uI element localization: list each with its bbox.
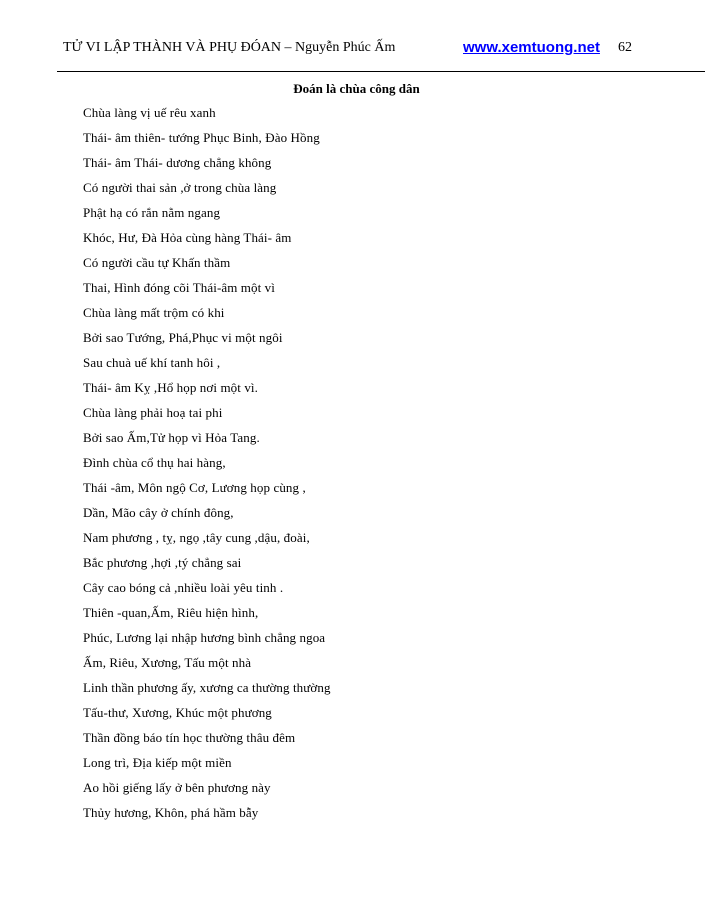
verse-line: Linh thần phương ấy, xương ca thường thường xyxy=(83,680,331,695)
verse-line: Bắc phương ,hợi ,tý chẳng sai xyxy=(83,555,242,570)
verse-line: Cây cao bóng cả ,nhiều loài yêu tinh . xyxy=(83,580,284,595)
header-divider xyxy=(57,71,705,72)
section-heading xyxy=(0,80,705,98)
verse-line: Thái -âm, Môn ngộ Cơ, Lương họp cùng , xyxy=(83,480,306,495)
verse-line: Nam phương , tỵ, ngọ ,tây cung ,dậu, đoài, xyxy=(83,530,310,545)
verse-line: Thần đồng báo tín học thường thâu đêm xyxy=(83,730,296,745)
verse-line: Chùa làng vị uế rêu xanh xyxy=(83,105,216,120)
verse-line: Long trì, Địa kiếp một miền xyxy=(83,755,232,770)
verse-line: Bởi sao Ấm,Tử họp vì Hỏa Tang. xyxy=(83,430,260,445)
verse-line: Có người thai sản ,ở trong chùa làng xyxy=(83,180,277,195)
website-link[interactable]: www.xemtuong.net xyxy=(463,39,600,56)
verse-line: Phật hạ có rắn nằm ngang xyxy=(83,205,221,220)
page-number: 62 xyxy=(618,40,632,55)
page-header xyxy=(63,38,643,60)
verse-line: Dần, Mão cây ở chính đông, xyxy=(83,505,234,520)
verse-line: Phúc, Lương lại nhập hương bình chẳng ngoa xyxy=(83,630,326,645)
verse-line: Thiên -quan,Ấm, Riêu hiện hình, xyxy=(83,605,259,620)
verse-line: Ấm, Riêu, Xương, Tấu một nhà xyxy=(83,655,252,670)
verse-list xyxy=(83,103,331,828)
verse-line: Thái- âm thiên- tướng Phục Binh, Đào Hồng xyxy=(83,130,320,145)
verse-line: Bởi sao Tướng, Phá,Phục vi một ngôi xyxy=(83,330,283,345)
verse-line: Ao hồi giếng lấy ở bên phương này xyxy=(83,780,271,795)
verse-line: Sau chuà uế khí tanh hôi , xyxy=(83,355,221,370)
verse-line: Đình chùa cổ thụ hai hàng, xyxy=(83,455,226,470)
section-heading-text: Đoán là chùa công dân xyxy=(293,81,420,96)
verse-line: Thái- âm Kỵ ,Hổ họp nơi một vì. xyxy=(83,380,258,395)
verse-line: Thai, Hình đóng cõi Thái-âm một vì xyxy=(83,280,275,295)
verse-line: Khóc, Hư, Đà Hỏa cùng hàng Thái- âm xyxy=(83,230,292,245)
verse-line: Có người cầu tự Khấn thầm xyxy=(83,255,231,270)
verse-line: Chùa làng phải hoạ tai phi xyxy=(83,405,223,420)
verse-line: Thái- âm Thái- dương chẳng không xyxy=(83,155,272,170)
verse-line: Thủy hương, Khôn, phá hầm bẫy xyxy=(83,805,259,820)
verse-line: Tấu-thư, Xương, Khúc một phương xyxy=(83,705,272,720)
verse-line: Chùa làng mất trộm có khi xyxy=(83,305,225,320)
book-title: TỬ VI LẬP THÀNH VÀ PHỤ ĐÓAN – Nguyễn Phúc Ấm xyxy=(63,40,396,55)
